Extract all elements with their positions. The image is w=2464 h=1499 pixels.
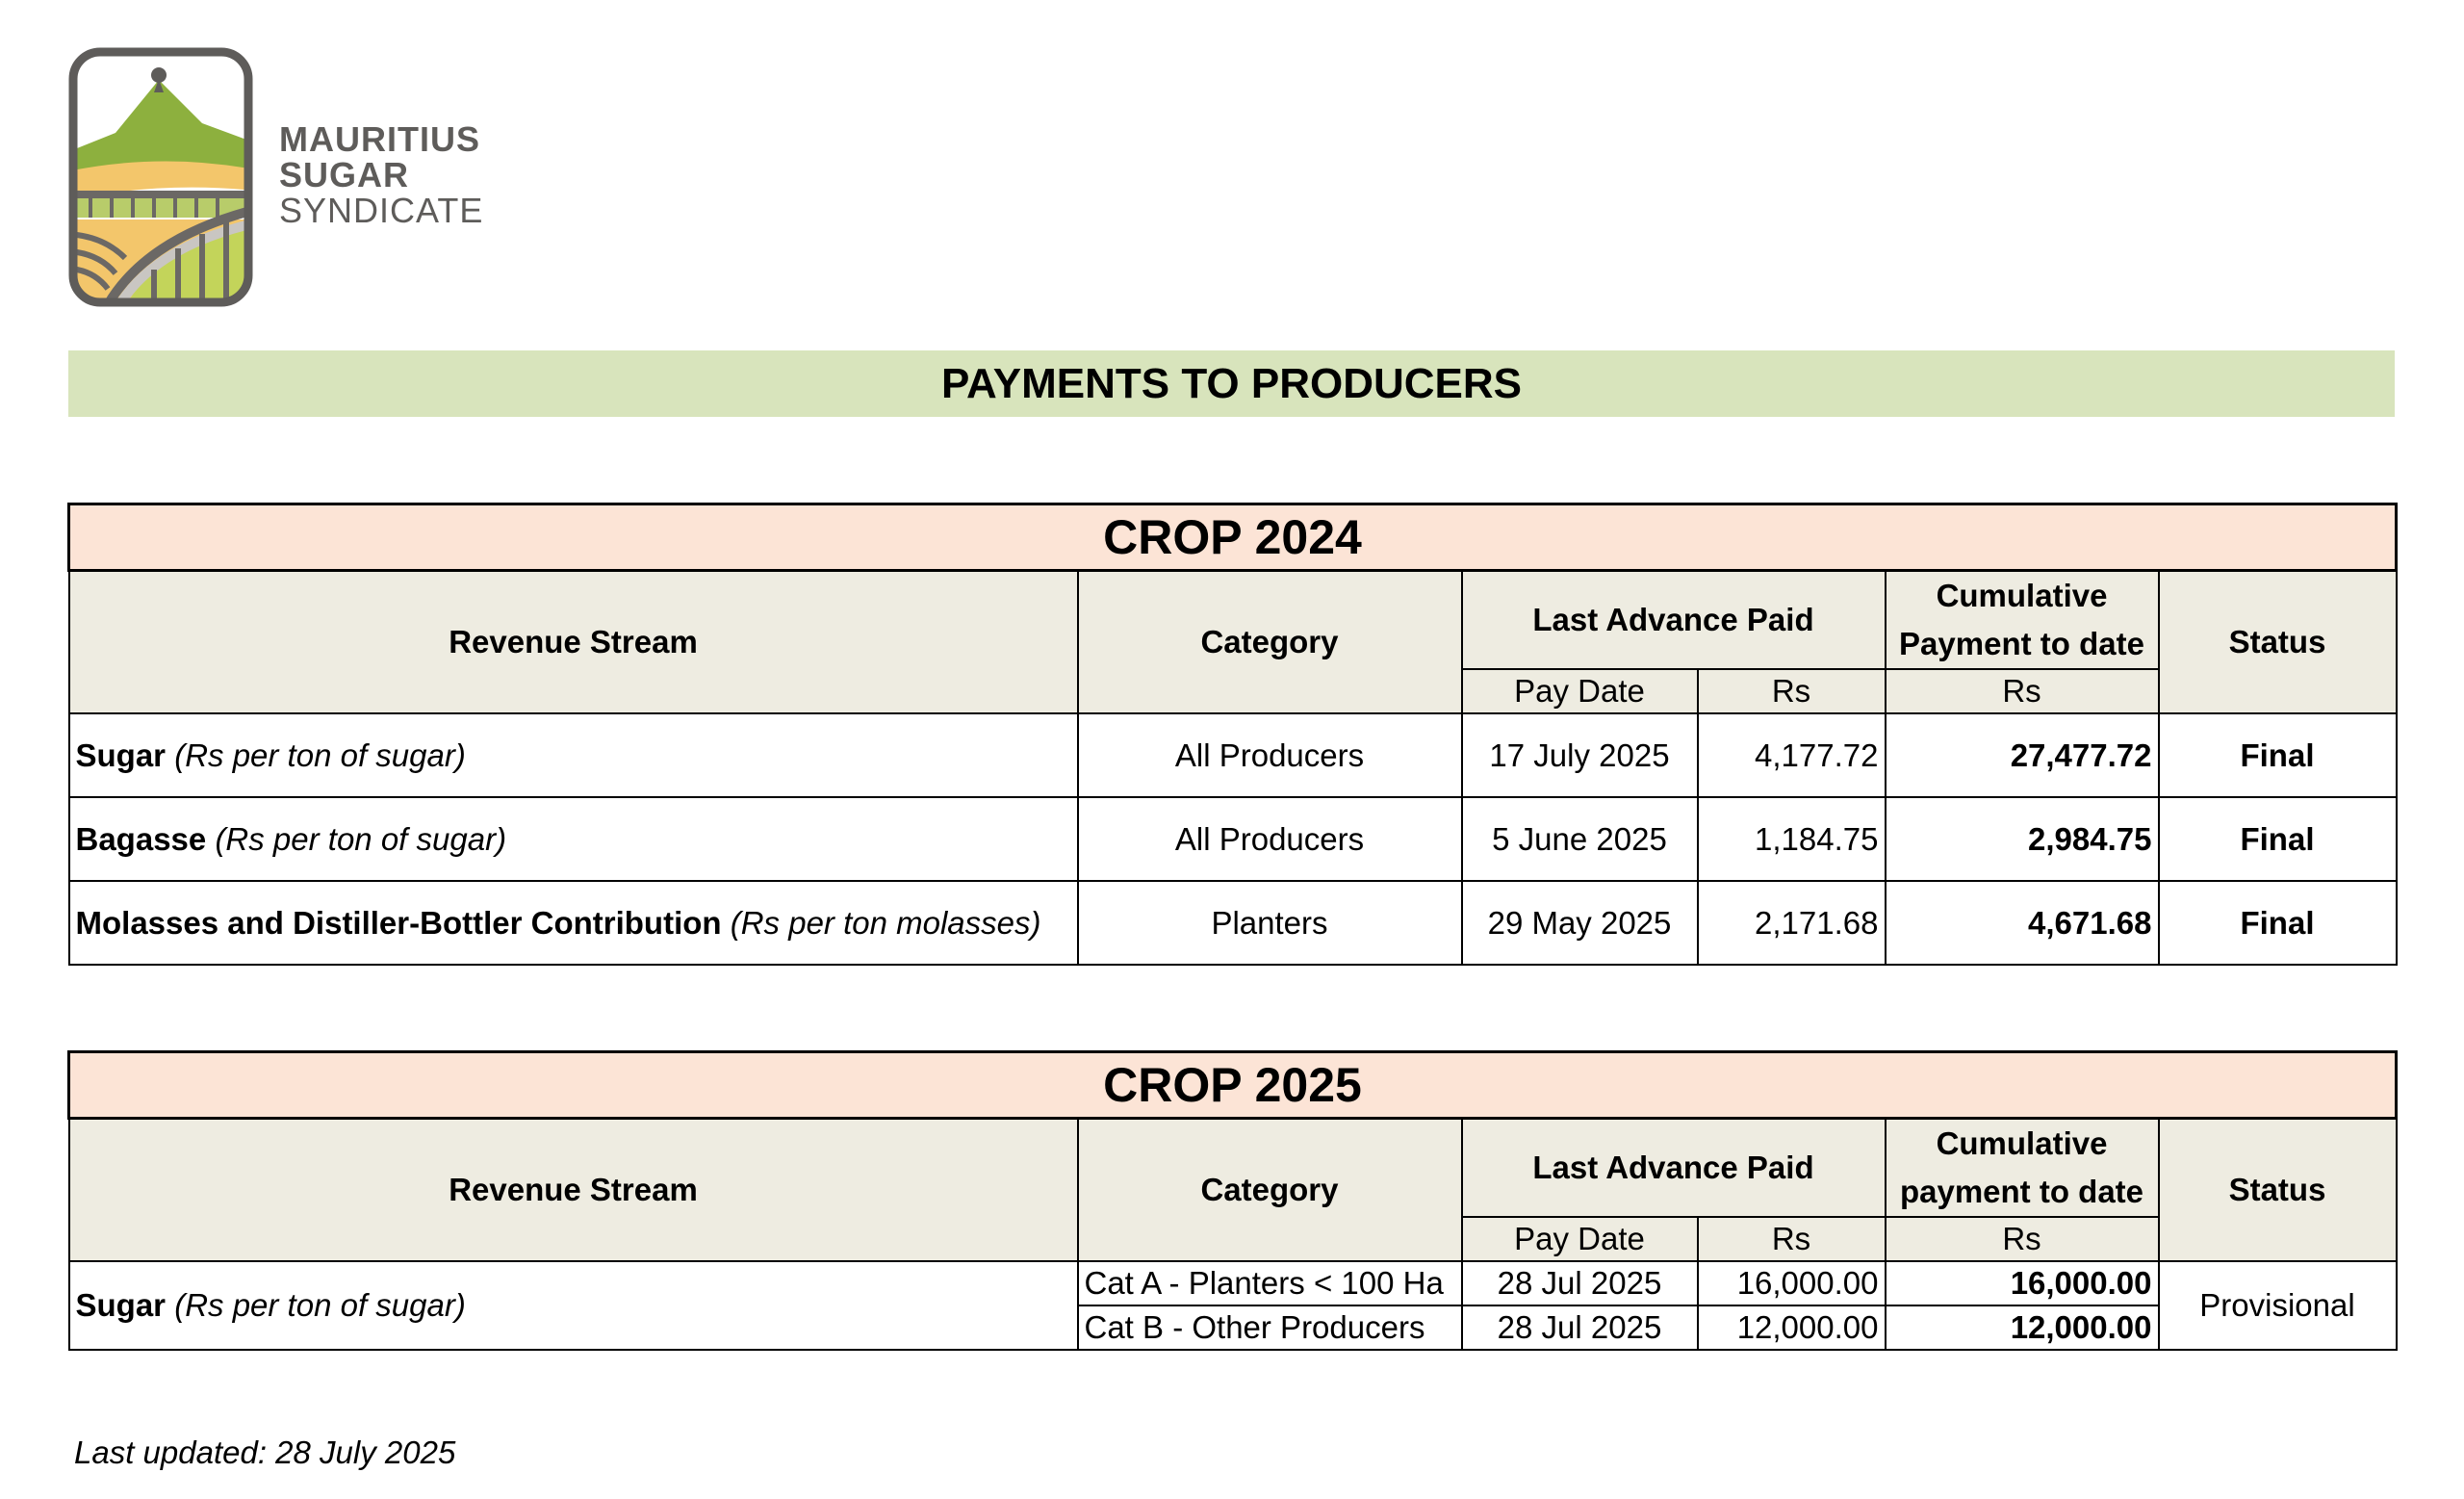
pay-date-cell: 29 May 2025 bbox=[1462, 881, 1698, 965]
header-rs: Rs bbox=[1698, 669, 1886, 713]
cumulative-cell: 12,000.00 bbox=[1886, 1305, 2159, 1350]
header-last-advance: Last Advance Paid bbox=[1462, 571, 1886, 670]
cumulative-cell: 2,984.75 bbox=[1886, 797, 2159, 881]
brand-line-1: MAURITIUS bbox=[279, 119, 480, 159]
last-updated: Last updated: 28 July 2025 bbox=[74, 1434, 456, 1470]
header-rs: Rs bbox=[1698, 1217, 1886, 1261]
table-row bbox=[69, 797, 2397, 881]
status-cell: Final bbox=[2159, 881, 2397, 965]
header-revenue-stream: Revenue Stream bbox=[69, 571, 1078, 714]
syndicate-logo bbox=[67, 46, 254, 308]
brand-name bbox=[279, 121, 483, 228]
crop-2025-table bbox=[67, 1050, 2398, 1351]
header-cumulative-rs: Rs bbox=[1886, 669, 2159, 713]
revenue-stream-cell bbox=[69, 1261, 1078, 1350]
stream-name: Molasses and Distiller-Bottler Contribution bbox=[75, 904, 722, 941]
header-status: Status bbox=[2159, 1119, 2397, 1262]
pay-date-cell: 28 Jul 2025 bbox=[1462, 1261, 1698, 1305]
category-cell: All Producers bbox=[1078, 797, 1462, 881]
cumulative-cell: 27,477.72 bbox=[1886, 713, 2159, 797]
pay-date-cell: 28 Jul 2025 bbox=[1462, 1305, 1698, 1350]
stream-unit: (Rs per ton molasses) bbox=[730, 904, 1041, 941]
category-cell: All Producers bbox=[1078, 713, 1462, 797]
crop-2024-title: CROP 2024 bbox=[69, 504, 2397, 571]
rs-cell: 4,177.72 bbox=[1698, 713, 1886, 797]
header-pay-date: Pay Date bbox=[1462, 1217, 1698, 1261]
status-cell: Final bbox=[2159, 797, 2397, 881]
pay-date-cell: 5 June 2025 bbox=[1462, 797, 1698, 881]
table-row bbox=[69, 881, 2397, 965]
pay-date-cell: 17 July 2025 bbox=[1462, 713, 1698, 797]
revenue-stream-cell bbox=[69, 713, 1078, 797]
header-cumulative-rs: Rs bbox=[1886, 1217, 2159, 1261]
stream-unit: (Rs per ton of sugar) bbox=[215, 820, 507, 857]
rs-cell: 16,000.00 bbox=[1698, 1261, 1886, 1305]
table-row bbox=[69, 713, 2397, 797]
table-row bbox=[69, 1261, 2397, 1305]
stream-name: Sugar bbox=[75, 1287, 167, 1323]
brand-line-3: SYNDICATE bbox=[279, 191, 484, 230]
revenue-stream-cell bbox=[69, 797, 1078, 881]
header-last-advance: Last Advance Paid bbox=[1462, 1119, 1886, 1218]
header-pay-date: Pay Date bbox=[1462, 669, 1698, 713]
header-cumulative: Cumulative Payment to date bbox=[1886, 571, 2159, 670]
cumulative-cell: 4,671.68 bbox=[1886, 881, 2159, 965]
category-cell: Cat B - Other Producers bbox=[1078, 1305, 1462, 1350]
crop-2024-table bbox=[67, 503, 2398, 966]
stream-unit: (Rs per ton of sugar) bbox=[174, 1287, 466, 1323]
brand-line-2: SUGAR bbox=[279, 155, 410, 194]
crop-2025-title: CROP 2025 bbox=[69, 1052, 2397, 1119]
header-cumulative: Cumulative payment to date bbox=[1886, 1119, 2159, 1218]
stream-name: Sugar bbox=[75, 737, 167, 773]
page-title: PAYMENTS TO PRODUCERS bbox=[68, 350, 2395, 417]
revenue-stream-cell bbox=[69, 881, 1078, 965]
stream-name: Bagasse bbox=[75, 820, 207, 857]
header-status: Status bbox=[2159, 571, 2397, 714]
category-cell: Planters bbox=[1078, 881, 1462, 965]
rs-cell: 1,184.75 bbox=[1698, 797, 1886, 881]
header-category: Category bbox=[1078, 571, 1462, 714]
rs-cell: 2,171.68 bbox=[1698, 881, 1886, 965]
header-revenue-stream: Revenue Stream bbox=[69, 1119, 1078, 1262]
category-cell: Cat A - Planters < 100 Ha bbox=[1078, 1261, 1462, 1305]
header-category: Category bbox=[1078, 1119, 1462, 1262]
cumulative-cell: 16,000.00 bbox=[1886, 1261, 2159, 1305]
stream-unit: (Rs per ton of sugar) bbox=[174, 737, 466, 773]
status-cell: Final bbox=[2159, 713, 2397, 797]
status-cell: Provisional bbox=[2159, 1261, 2397, 1350]
rs-cell: 12,000.00 bbox=[1698, 1305, 1886, 1350]
